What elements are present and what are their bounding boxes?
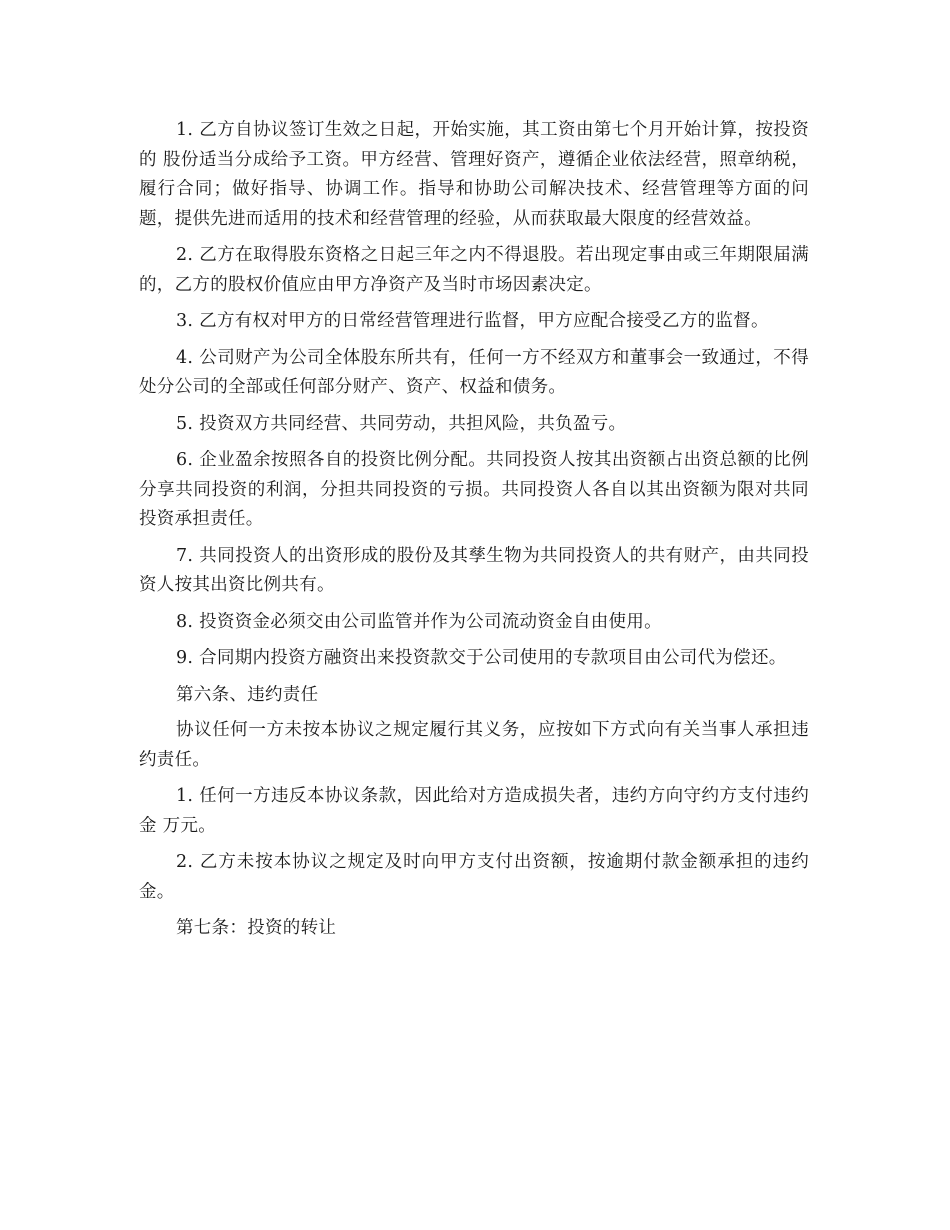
article-6-heading: 第六条、违约责任: [176, 684, 319, 705]
document-body: [139, 116, 809, 950]
breach-clause-2-paragraph: 2. 乙方未按本协议之规定及时向甲方支付出资额，按逾期付款金额承担的违约金。: [139, 852, 809, 902]
clause-9-paragraph: 9. 合同期内投资方融资出来投资款交于公司使用的专款项目由公司代为偿还。: [176, 648, 787, 668]
clause-4-paragraph: 4. 公司财产为公司全体股东所共有，任何一方不经双方和董事会一致通过，不得处分公司的全部或任何部分财产、资产、权益和债务。: [139, 347, 809, 397]
clause-7-paragraph: 7. 共同投资人的出资形成的股份及其孳生物为共同投资人的共有财产，由共同投资人按其出资比例共有。: [139, 545, 809, 595]
article-7-heading: 第七条：投资的转让: [176, 918, 337, 938]
clause-8-paragraph: 8. 投资资金必须交由公司监管并作为公司流动资金自由使用。: [176, 611, 662, 632]
article-6-intro-paragraph: 协议任何一方未按本协议之规定履行其义务，应按如下方式向有关当事人承担违约责任。: [139, 720, 809, 770]
clause-5-paragraph: 5. 投资双方共同经营、共同劳动，共担风险，共负盈亏。: [176, 413, 627, 434]
clause-3-paragraph: 3. 乙方有权对甲方的日常经营管理进行监督，甲方应配合接受乙方的监督。: [176, 311, 769, 331]
clause-1-paragraph: 1. 乙方自协议签订生效之日起，开始实施，其工资由第七个月开始计算，按投资的 股份适当分成给予工资。甲方经营、管理好资产，遵循企业依法经营，照章纳税，履行合同；做好指导、协调工作。指导和协助公司解决技术、经营管理等方面的问题，提供先进而适用的技术和经营管理的经验，从而获取最大限度的经营效益。: [139, 120, 809, 229]
clause-6-paragraph: 6. 企业盈余按照各自的投资比例分配。共同投资人按其出资额占出资总额的比例分享共同投资的利润，分担共同投资的亏损。共同投资人各自以其出资额为限对共同投资承担责任。: [139, 450, 809, 529]
breach-clause-1-paragraph: 1. 任何一方违反本协议条款，因此给对方造成损失者，违约方向守约方支付违约金 万元。: [139, 786, 809, 836]
clause-2-paragraph: 2. 乙方在取得股东资格之日起三年之内不得退股。若出现定事由或三年期限届满的，乙方的股权价值应由甲方净资产及当时市场因素决定。: [139, 245, 809, 295]
